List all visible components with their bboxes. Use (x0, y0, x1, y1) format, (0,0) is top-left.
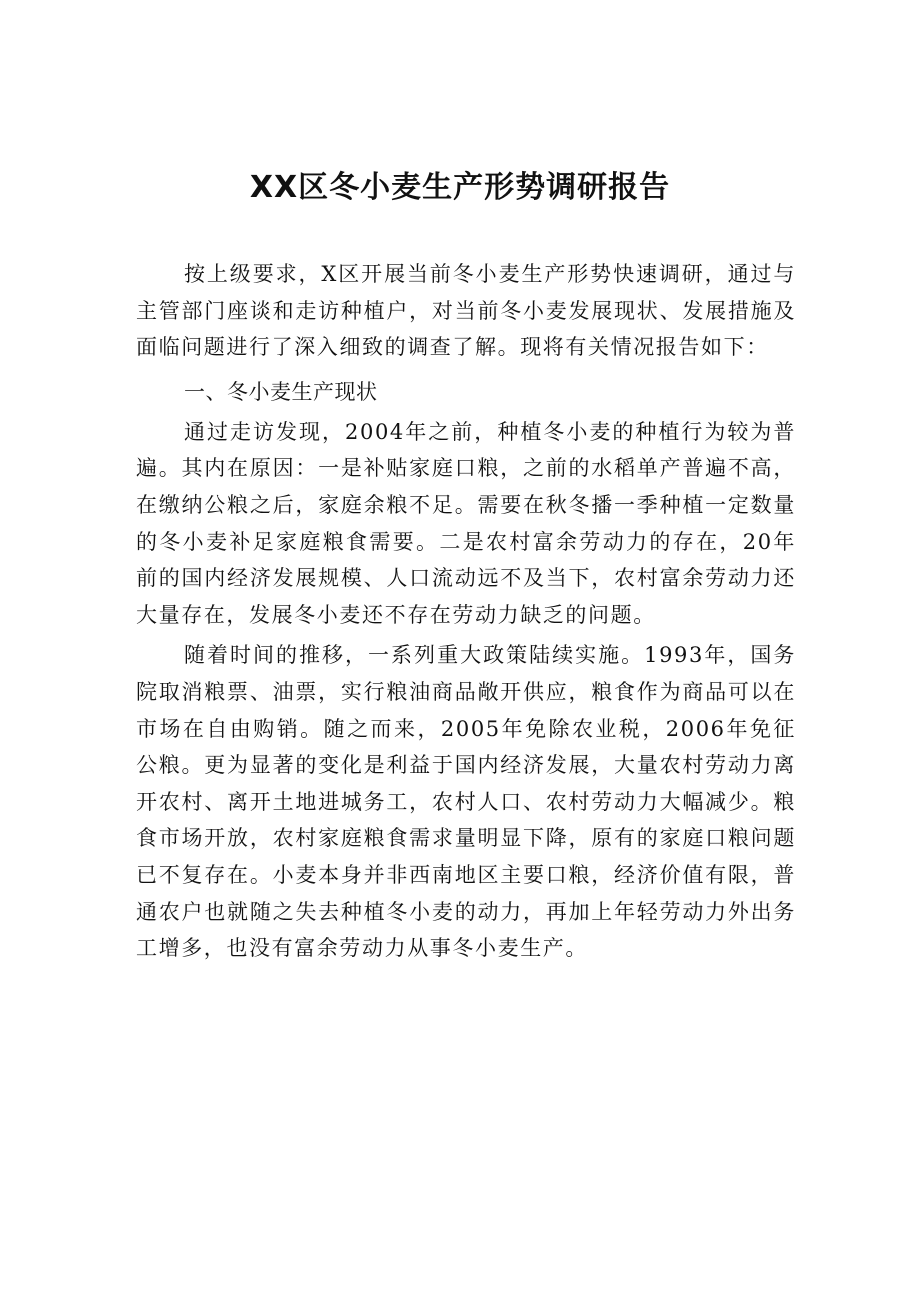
body-paragraph-2: 随着时间的推移，一系列重大政策陆续实施。1993年，国务院取消粮票、油票，实行粮油商品敞开供应，粮食作为商品可以在市场在自由购销。随之而来，2005年免除农业税，2006年免征公粮。更为显著的变化是利益于国内经济发展，大量农村劳动力离开农村、离开土地进城务工，农村人口、农村劳动力大幅减少。粮食市场开放，农村家庭粮食需求量明显下降，原有的家庭口粮问题已不复存在。小麦本身并非西南地区主要口粮，经济价值有限，普通农户也就随之失去种植冬小麦的动力，再加上年轻劳动力外出务工增多，也没有富余劳动力从事冬小麦生产。 (136, 643, 796, 961)
section-heading-1: 一、冬小麦生产现状 (184, 379, 378, 404)
document-title: XX区冬小麦生产形势调研报告 (249, 170, 671, 205)
intro-paragraph: 按上级要求，X区开展当前冬小麦生产形势快速调研，通过与主管部门座谈和走访种植户，对当前冬小麦发展现状、发展措施及面临问题进行了深入细致的调查了解。现将有关情况报告如下： (136, 262, 796, 360)
body-paragraph-1: 通过走访发现，2004年之前，种植冬小麦的种植行为较为普遍。其内在原因：一是补贴家庭口粮，之前的水稻单产普遍不高，在缴纳公粮之后，家庭余粮不足。需要在秋冬播一季种植一定数量的冬小麦补足家庭粮食需要。二是农村富余劳动力的存在，20年前的国内经济发展规模、人口流动远不及当下，农村富余劳动力还大量存在，发展冬小麦还不存在劳动力缺乏的问题。 (136, 419, 796, 627)
document-body (136, 256, 796, 967)
